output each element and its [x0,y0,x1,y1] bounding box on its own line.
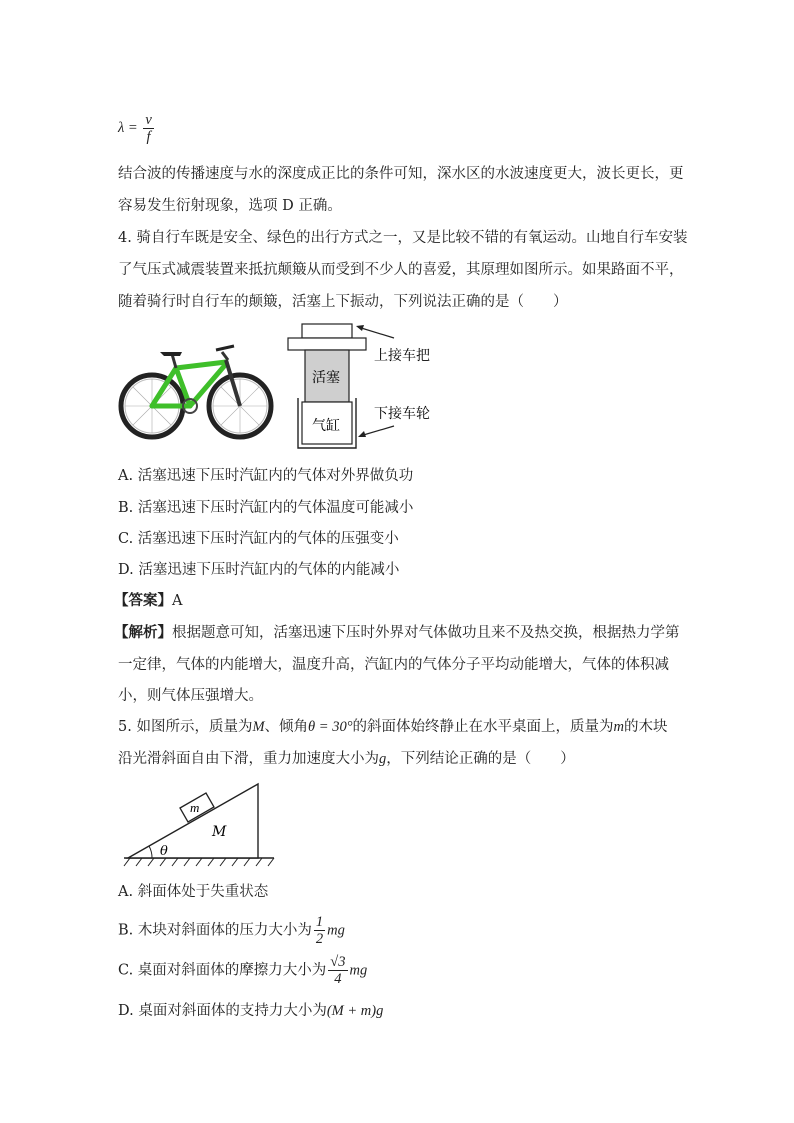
q4-analysis-line-3: 小，则气体压强增大。 [118,688,263,704]
q5-stem-line-1 [118,717,668,737]
analysis-tag: 【解析】 [114,624,172,641]
q4-option-d: D. 活塞迅速下压时汽缸内的气体的内能减小 [118,562,400,578]
angle-label-theta: θ [160,844,168,859]
q5-option-c-fraction [328,954,347,987]
q5-option-c-mg: mg [349,962,368,979]
q5-option-d-text: D. 桌面对斜面体的支持力大小为 [118,1003,327,1019]
formula-equals: = [127,119,138,136]
formula-denominator: f [146,129,151,145]
q5-text-1d: 的木块 [624,719,668,735]
q5-mass-M: M [252,719,265,735]
formula-numerator: v [145,112,152,128]
q5-option-b-mg: mg [327,922,345,939]
incline-diagram [118,778,288,870]
q4-analysis-line-2: 一定律，气体的内能增大，温度升高，汽缸内的气体分子平均动能增大，气体的体积减 [118,657,669,673]
q4-stem-line-1: 4. 骑自行车既是安全、绿色的出行方式之一，又是比较不错的有氧运动。山地自行车安装 [118,230,688,246]
answer-tag: 【答案】 [114,592,172,609]
q5-text-1b: 、倾角 [264,719,309,735]
q4-answer [114,591,182,611]
upper-connection-label: 上接车把 [374,348,430,364]
q5-text-2a: 沿光滑斜面自由下滑，重力加速度大小为 [118,751,379,767]
q5-option-c-den: 4 [334,971,342,987]
q5-text-2b: ，下列结论正确的是（ ） [386,751,575,767]
analysis-text-1: 根据题意可知，活塞迅速下压时外界对气体做功且来不及热交换，根据热力学第 [172,625,680,641]
q4-stem-line-3: 随着骑行时自行车的颠簸，活塞上下振动，下列说法正确的是（ ） [118,294,568,310]
cylinder-label: 气缸 [312,418,340,434]
q5-option-c [118,954,367,987]
wavelength-formula [118,112,156,145]
q4-option-b: B. 活塞迅速下压时汽缸内的气体温度可能减小 [118,500,414,516]
block-label-m: m [190,800,200,815]
intro-line-2: 容易发生衍射现象，选项 D 正确。 [118,198,342,214]
piston-label: 活塞 [312,370,340,386]
q5-text-1a: 5. 如图所示，质量为 [118,719,253,735]
lower-connection-label: 下接车轮 [374,406,430,422]
bicycle-image [118,332,278,442]
q5-option-c-text: C. 桌面对斜面体的摩擦力大小为 [118,962,327,979]
q5-theta: θ = 30° [308,719,353,735]
q5-option-a: A. 斜面体处于失重状态 [118,884,269,900]
wedge-label-M: M [212,824,227,840]
q4-option-c: C. 活塞迅速下压时汽缸内的气体的压强变小 [118,531,399,547]
answer-value: A [172,593,183,609]
q5-gravity-g: g [379,751,387,767]
q5-option-b-text: B. 木块对斜面体的压力大小为 [118,922,312,939]
shock-absorber-diagram [282,318,462,458]
q4-analysis-line-1 [114,623,680,643]
q4-option-a: A. 活塞迅速下压时汽缸内的气体对外界做负功 [118,468,414,484]
q5-option-b [118,914,345,947]
q5-option-d [118,1001,383,1021]
q5-option-d-expr: (M + m)g [326,1003,384,1019]
q5-mass-m: m [613,719,624,735]
q5-text-1c: 的斜面体始终静止在水平桌面上，质量为 [352,719,614,735]
q4-stem-line-2: 了气压式减震装置来抵抗颠簸从而受到不少人的喜爱，其原理如图所示。如果路面不平， [118,262,684,278]
q5-option-b-den: 2 [315,931,324,947]
q5-option-b-fraction [314,914,325,947]
intro-line-1: 结合波的传播速度与水的深度成正比的条件可知，深水区的水波速度更大，波长更长，更 [118,166,684,182]
formula-fraction [143,112,153,145]
formula-lambda: λ [118,119,125,136]
q5-option-b-num: 1 [315,914,324,930]
q5-option-c-num: √3 [330,954,346,970]
q5-stem-line-2 [118,749,575,769]
